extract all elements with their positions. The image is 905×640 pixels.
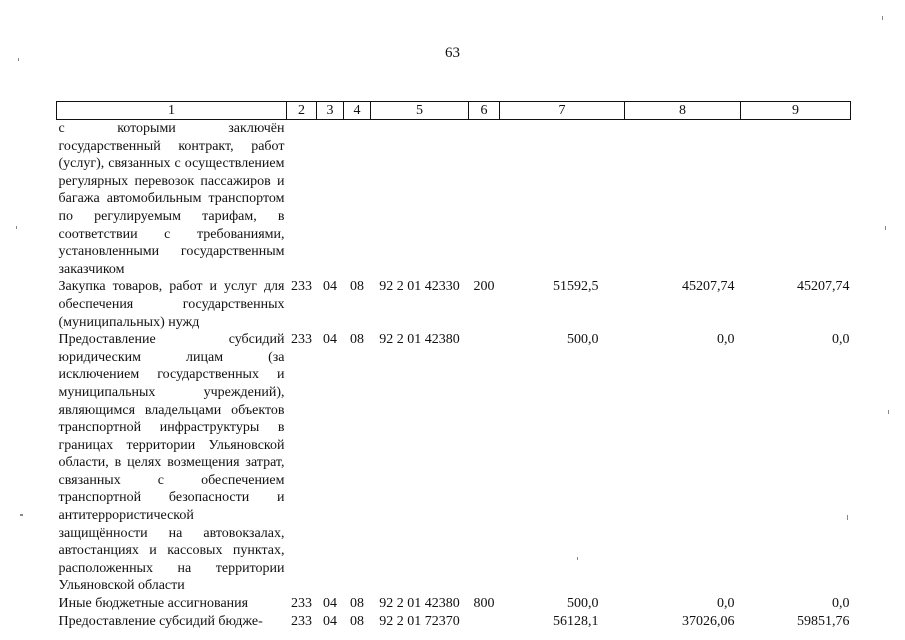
row-description: Предоставление субсидий юридическим лицам (за исключением государственных и муниципальных учреждений), являющимся владельцами объектов транспортной инфраструктуры в границах территории Ульяновской области, в целях возмещения затрат, связанных с обеспечением транспортной безопасности и антитеррористической защищённости на автовокзалах, автостанциях и кассовых пунктах, расположенных на территории Ульяновской области <box>58 332 285 594</box>
scan-speck <box>18 58 19 61</box>
cell-code-2: 233 <box>291 332 312 348</box>
scan-speck <box>847 515 848 520</box>
table-row <box>57 595 851 613</box>
page-number: 63 <box>445 45 460 61</box>
cell-amount-7: 500,0 <box>567 596 599 612</box>
column-header: 8 <box>625 102 741 120</box>
cell-code-5: 92 2 01 72370 <box>379 613 460 629</box>
cell-amount-9: 45207,74 <box>797 279 850 295</box>
cell-amount-8: 0,0 <box>717 596 735 612</box>
table-header-row <box>57 102 851 120</box>
cell-code-3: 04 <box>323 332 337 348</box>
cell-code-5: 92 2 01 42380 <box>379 596 460 612</box>
cell-code-2: 233 <box>291 279 312 295</box>
cell-code-4 <box>344 120 371 279</box>
cell-amount-9: 59851,76 <box>797 613 850 629</box>
scan-speck <box>885 226 886 230</box>
column-header: 4 <box>344 102 371 120</box>
cell-amount-7: 51592,5 <box>553 279 599 295</box>
scan-speck <box>577 557 578 560</box>
cell-code-3: 04 <box>323 596 337 612</box>
cell-code-6 <box>469 613 500 631</box>
column-header: 2 <box>287 102 317 120</box>
cell-code-5: 92 2 01 42330 <box>379 279 460 295</box>
cell-amount-8 <box>625 120 741 279</box>
row-description: Закупка товаров, работ и услуг для обеспечения государственных (муниципальных) нужд <box>58 279 285 330</box>
cell-amount-7 <box>500 120 625 279</box>
cell-amount-8: 45207,74 <box>682 279 735 295</box>
cell-code-4: 08 <box>350 279 364 295</box>
cell-code-6: 800 <box>473 596 495 612</box>
column-header: 6 <box>469 102 500 120</box>
scan-speck <box>888 410 889 414</box>
cell-code-2 <box>287 120 317 279</box>
table-row <box>57 278 851 331</box>
budget-table <box>56 101 851 630</box>
scan-speck <box>20 514 23 516</box>
table-row <box>57 331 851 595</box>
scan-speck <box>882 16 883 20</box>
column-header: 7 <box>500 102 625 120</box>
cell-code-5: 92 2 01 42380 <box>379 332 460 348</box>
cell-amount-9: 0,0 <box>832 332 850 348</box>
cell-code-3: 04 <box>323 613 337 629</box>
column-header: 3 <box>317 102 344 120</box>
table-row <box>57 613 851 631</box>
cell-amount-8: 0,0 <box>717 332 735 348</box>
column-header: 1 <box>57 102 287 120</box>
cell-amount-9: 0,0 <box>832 596 850 612</box>
cell-code-6: 200 <box>473 279 495 295</box>
cell-code-2: 233 <box>291 596 312 612</box>
cell-code-3: 04 <box>323 279 337 295</box>
column-header: 5 <box>371 102 469 120</box>
cell-code-4: 08 <box>350 596 364 612</box>
cell-amount-8: 37026,06 <box>682 613 735 629</box>
cell-code-5 <box>371 120 469 279</box>
cell-code-2: 233 <box>291 613 312 629</box>
cell-code-6 <box>469 120 500 279</box>
cell-code-4: 08 <box>350 332 364 348</box>
cell-amount-9 <box>741 120 851 279</box>
table-row <box>57 120 851 279</box>
cell-code-3 <box>317 120 344 279</box>
row-description: с которыми заключён государственный контракт, работ (услуг), связанных с осуществлением регулярных перевозок пассажиров и багажа автомобильным транспортом по регулируемым тарифам, в соответствии с требованиями, установленными государственным заказчиком <box>58 121 285 277</box>
cell-amount-7: 56128,1 <box>553 613 599 629</box>
row-description: Предоставление субсидий бюдже- <box>58 613 263 629</box>
row-description: Иные бюджетные ассигнования <box>58 596 249 612</box>
cell-amount-7: 500,0 <box>567 332 599 348</box>
column-header: 9 <box>741 102 851 120</box>
scan-speck <box>16 226 17 229</box>
cell-code-4: 08 <box>350 613 364 629</box>
cell-code-6 <box>469 331 500 595</box>
